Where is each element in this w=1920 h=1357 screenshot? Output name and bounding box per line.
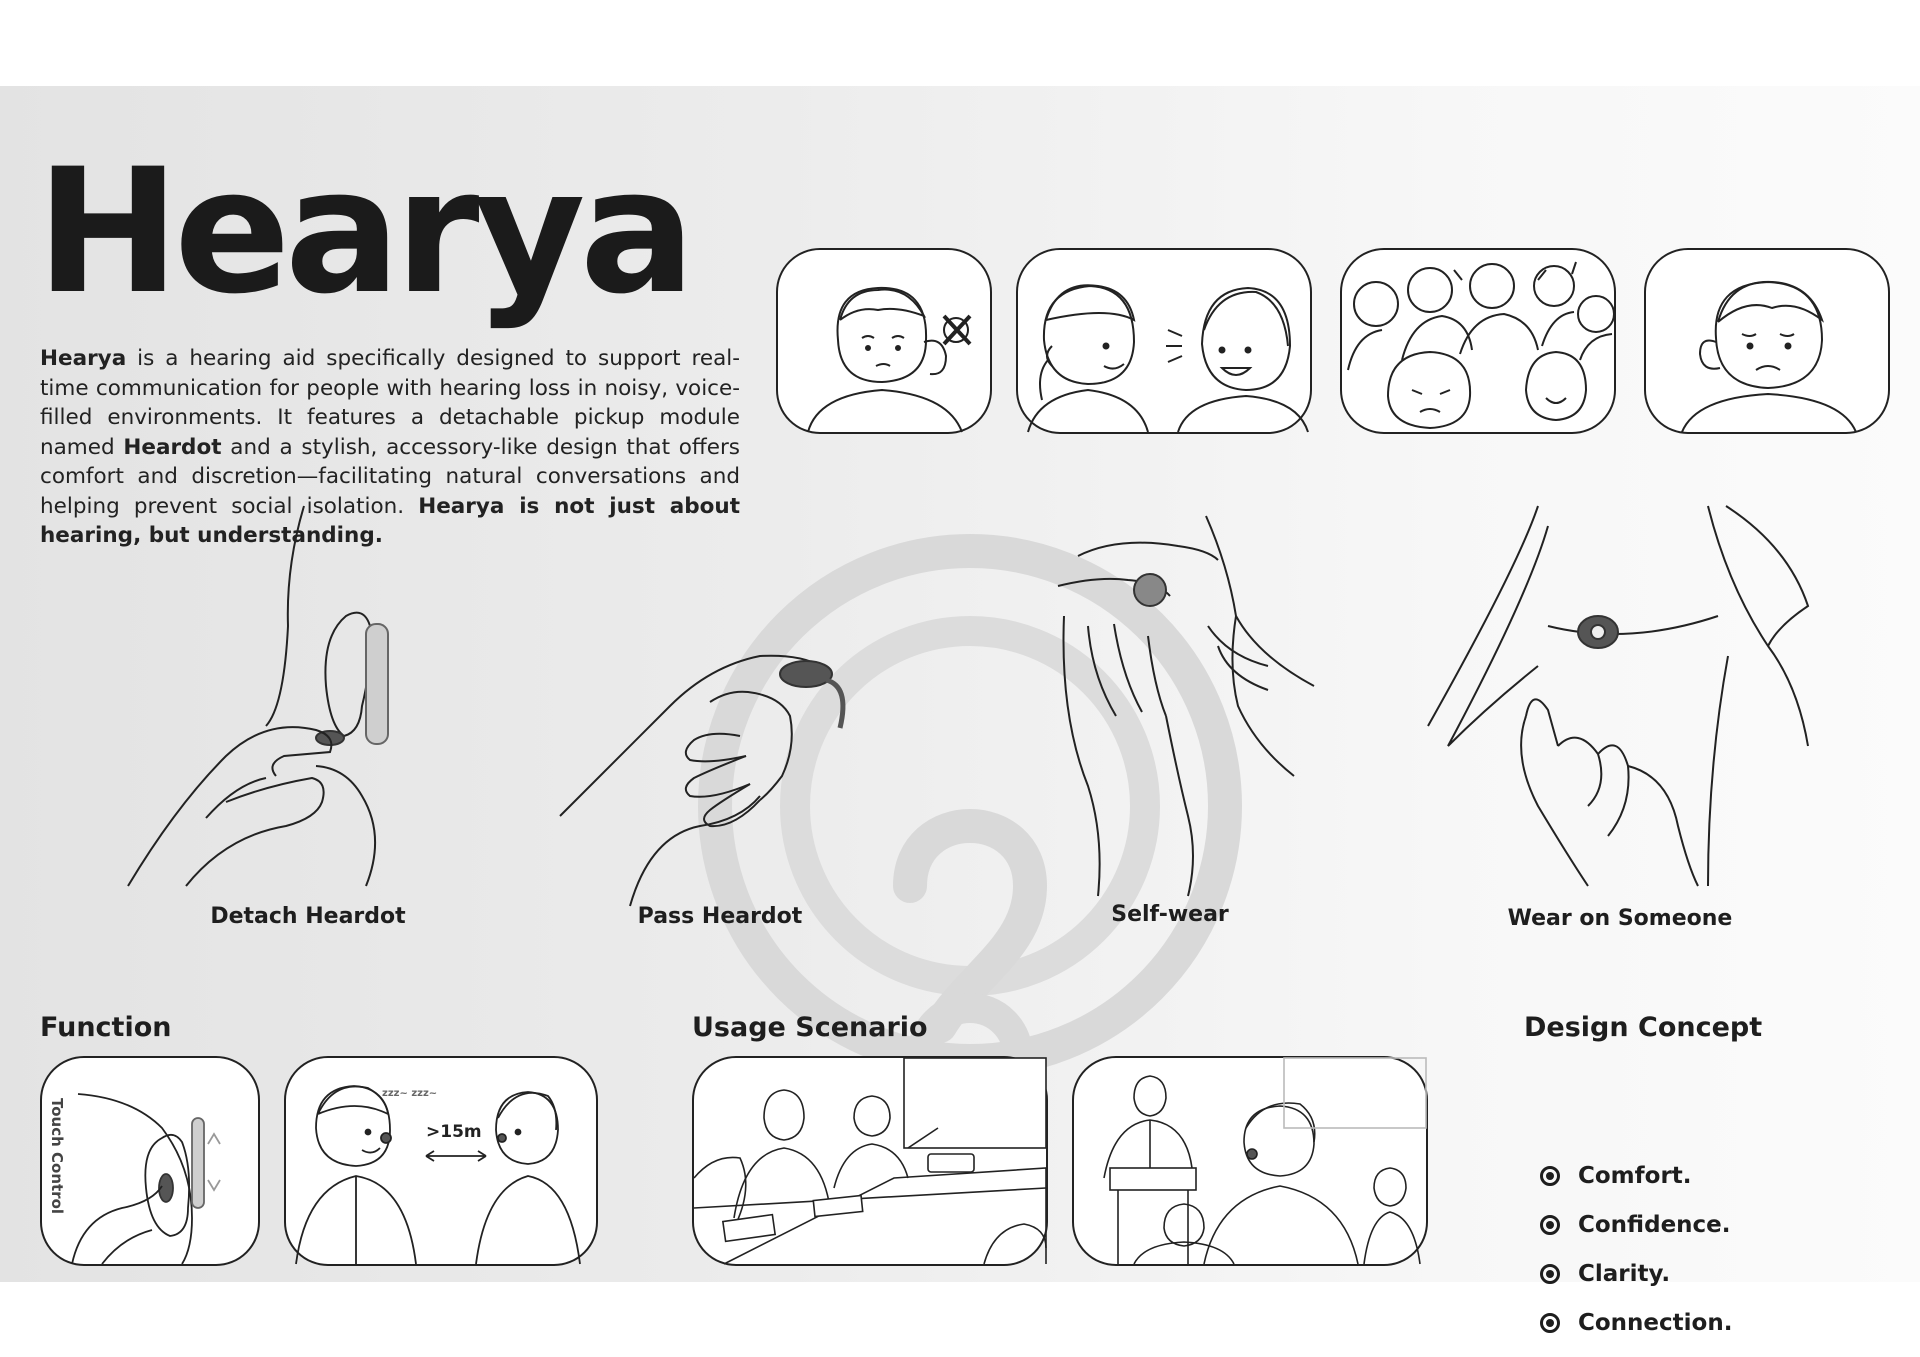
page-title: Hearya <box>36 131 690 332</box>
function-panel-touch-control <box>40 1056 260 1266</box>
concept-item-comfort <box>1540 1151 1732 1200</box>
function-panel-range <box>284 1056 598 1266</box>
concept-item-connection <box>1540 1298 1732 1347</box>
story-panel-conversation <box>1016 248 1312 434</box>
design-concept-list <box>1540 1151 1732 1347</box>
illustration-detach-heardot <box>116 506 476 886</box>
bullet-icon <box>1540 1313 1560 1333</box>
concept-item-confidence <box>1540 1200 1732 1249</box>
concept-text: Clarity. <box>1578 1260 1671 1287</box>
usage-panel-meeting-room <box>692 1056 1048 1266</box>
intro-text-1: is a hearing aid specifically designed to support real-time communication for people with hearing loss in noisy, voice-filled environments. It features a detachable pickup module named <box>40 346 740 460</box>
sleep-label: zzz~ zzz~ <box>382 1088 438 1099</box>
section-title-design-concept: Design Concept <box>1524 1012 1763 1043</box>
bullet-icon <box>1540 1264 1560 1284</box>
bullet-icon <box>1540 1166 1560 1186</box>
step-label-self-wear: Self-wear <box>1111 902 1229 927</box>
concept-text: Confidence. <box>1578 1211 1731 1238</box>
intro-tagline: Hearya is not just about hearing, but understanding. <box>40 493 740 548</box>
step-label-pass-heardot: Pass Heardot <box>637 904 803 929</box>
distance-label: >15m <box>426 1122 482 1142</box>
story-panel-noisy-crowd <box>1340 248 1616 434</box>
concept-text: Connection. <box>1578 1309 1733 1336</box>
story-panel-feeling-isolated <box>1644 248 1890 434</box>
bullet-icon <box>1540 1215 1560 1235</box>
intro-text-2: and a stylish, accessory-like design that offers comfort and discretion—facilitating natural conversations and helping prevent social isolation. <box>40 434 740 519</box>
usage-panel-lecture-hall <box>1072 1056 1428 1266</box>
illustration-self-wear <box>1058 516 1318 896</box>
section-title-function: Function <box>40 1012 172 1043</box>
poster-board <box>0 86 1920 1336</box>
story-panel-struggling-to-hear <box>776 248 992 434</box>
illustration-pass-heardot <box>560 606 890 906</box>
step-label-detach-heardot: Detach Heardot <box>210 904 406 929</box>
step-label-wear-on-someone: Wear on Someone <box>1507 906 1733 931</box>
concept-item-clarity <box>1540 1249 1732 1298</box>
intro-brand: Hearya <box>40 346 127 371</box>
section-title-usage-scenario: Usage Scenario <box>692 1012 928 1043</box>
concept-text: Comfort. <box>1578 1162 1692 1189</box>
intro-module-name: Heardot <box>123 434 222 460</box>
illustration-wear-on-someone <box>1428 506 1848 886</box>
touch-control-label: Touch Control <box>48 1098 66 1215</box>
